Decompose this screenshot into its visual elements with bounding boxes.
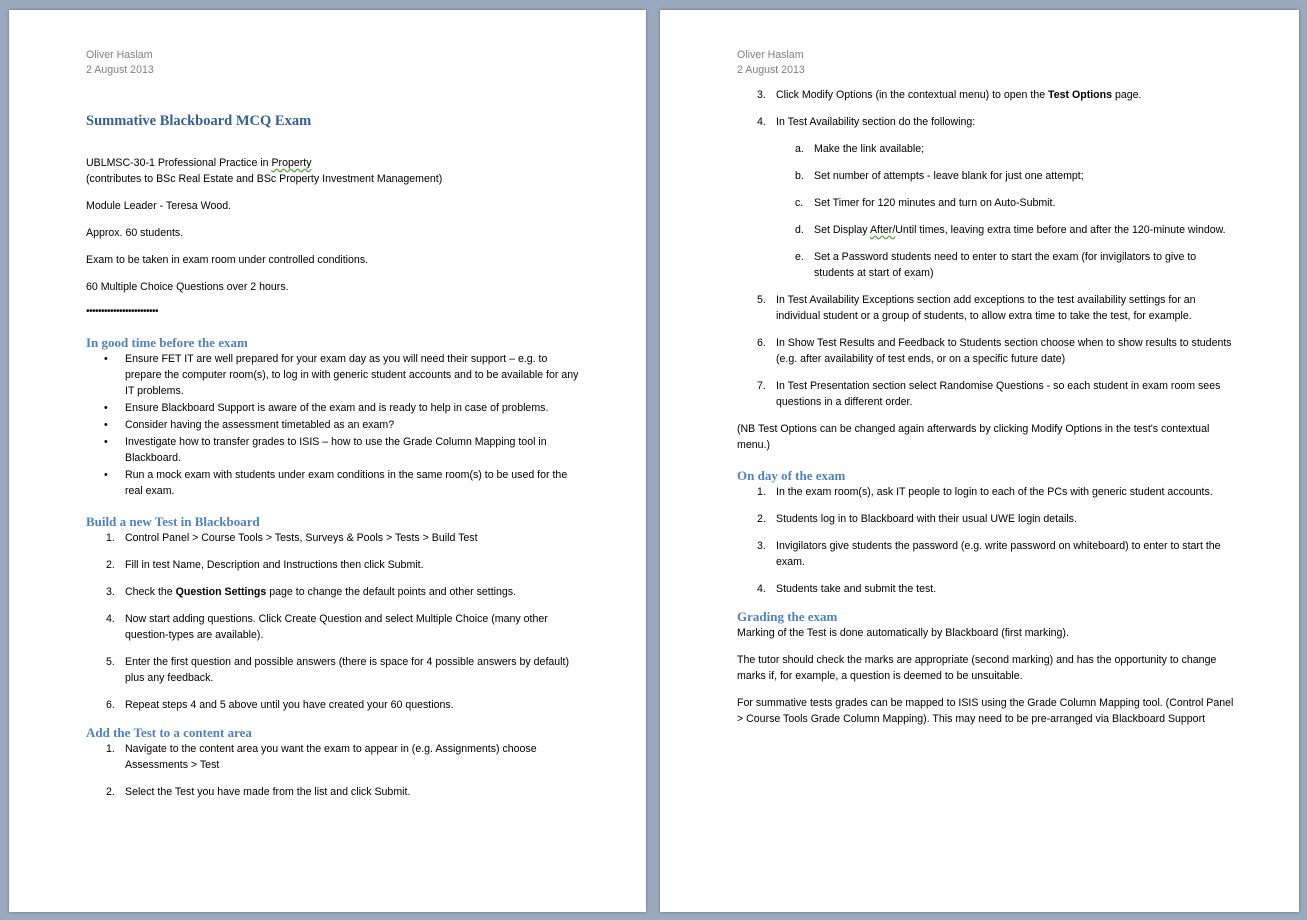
- bullet-icon: •: [104, 353, 108, 365]
- list-item: • Consider having the assessment timetabled as an exam?: [104, 419, 395, 431]
- list-item: a. Make the link available;: [795, 143, 925, 155]
- spellcheck-word: After/: [869, 224, 896, 236]
- exam-conditions: Exam to be taken in exam room under controlled conditions.: [86, 254, 369, 266]
- grading-paragraph: Marking of the Test is done automatically by Blackboard (first marking).: [737, 627, 1069, 639]
- list-item: 1. Control Panel > Course Tools > Tests, Surveys & Pools > Tests > Build Test: [106, 532, 478, 544]
- list-item: 4. Students take and submit the test.: [757, 583, 937, 595]
- list-item: d. Set Display After/Until times, leaving extra time before and after the 120-minute window.: [795, 224, 1226, 236]
- bullet-icon: •: [104, 436, 108, 448]
- list-item: 2. Students log in to Blackboard with their usual UWE login details.: [757, 513, 1077, 525]
- list-item: • Ensure Blackboard Support is aware of the exam and is ready to help in case of problems.: [104, 402, 549, 414]
- grading-paragraph: For summative tests grades can be mapped to ISIS using the Grade Column Mapping tool. (Control Panel > Course Tools Grade Column Mapping). This may need to be pre-arranged via Blackboard Support: [737, 697, 1234, 725]
- list-item: 2. Fill in test Name, Description and Instructions then click Submit.: [106, 559, 424, 571]
- student-count: Approx. 60 students.: [86, 227, 184, 239]
- header-author: Oliver Haslam: [86, 49, 153, 61]
- list-item: • Investigate how to transfer grades to ISIS – how to use the Grade Column Mapping tool in Blackboard.: [104, 436, 547, 464]
- header-author: Oliver Haslam: [737, 49, 804, 61]
- list-item: 3. Check the Question Settings page to change the default points and other settings.: [106, 586, 517, 598]
- list-item: 1. Navigate to the content area you want the exam to appear in (e.g. Assignments) choose Assessments > Test: [106, 743, 537, 771]
- module-paragraph: [86, 155, 586, 187]
- good-time-list: [86, 351, 586, 499]
- grading-paragraph: The tutor should check the marks are appropriate (second marking) and has the opportunity to change marks if, for example, a question is deemed to be unsuitable.: [737, 654, 1217, 682]
- list-item: 2. Select the Test you have made from the list and click Submit.: [106, 786, 411, 798]
- bullet-icon: •: [104, 402, 108, 414]
- document-page-2: [660, 10, 1299, 912]
- module-leader: Module Leader - Teresa Wood.: [86, 200, 232, 212]
- availability-sublist: [776, 141, 1239, 281]
- list-item: • Ensure FET IT are well prepared for your exam day as you will need their support – e.g. to prepare the computer room(s), to log in with generic student accounts and to be available for any IT problems.: [104, 353, 579, 397]
- list-item: e. Set a Password students need to enter to start the exam (for invigilators to give to students at start of exam): [795, 251, 1197, 279]
- spellcheck-word: Property: [271, 157, 312, 169]
- header-date: 2 August 2013: [737, 64, 805, 76]
- list-item: 5. Enter the first question and possible answers (there is space for 4 possible answers by default) plus any feedback.: [106, 656, 569, 684]
- list-item: 4. Now start adding questions. Click Create Question and select Multiple Choice (many other question-types are available).: [106, 613, 548, 641]
- heading-good-time: In good time before the exam: [86, 335, 248, 350]
- add-test-steps: [86, 741, 586, 800]
- list-item: • Run a mock exam with students under exam conditions in the same room(s) to be used for the real exam.: [104, 469, 568, 497]
- intro-block: [86, 155, 586, 320]
- page-header: [737, 48, 1239, 78]
- list-item: 3. Invigilators give students the password (e.g. write password on whiteboard) to enter to start the exam.: [757, 540, 1221, 568]
- exam-day-steps: [737, 484, 1239, 597]
- list-item: 6. Repeat steps 4 and 5 above until you have created your 60 questions.: [106, 699, 454, 711]
- heading-add-test: Add the Test to a content area: [86, 725, 252, 740]
- document-page-1: [9, 10, 646, 912]
- heading-build-test: Build a new Test in Blackboard: [86, 514, 260, 529]
- document-title: Summative Blackboard MCQ Exam: [86, 113, 312, 129]
- heading-exam-day: On day of the exam: [737, 468, 846, 483]
- nb-note: (NB Test Options can be changed again afterwards by clicking Modify Options in the test's contextual menu.): [737, 423, 1210, 451]
- dot-separator: ••••••••••••••••••••••••: [86, 306, 159, 317]
- list-item: 6. In Show Test Results and Feedback to Students section choose when to show results to students (e.g. after availability of test ends, or on a specific future date): [757, 337, 1232, 365]
- list-item: 5. In Test Availability Exceptions section add exceptions to the test availability settings for an individual student or a group of students, to allow extra time to take the test, for example.: [757, 294, 1196, 322]
- list-item: c. Set Timer for 120 minutes and turn on Auto-Submit.: [795, 197, 1056, 209]
- list-item: 1. In the exam room(s), ask IT people to login to each of the PCs with generic student accounts.: [757, 486, 1213, 498]
- list-item: b. Set number of attempts - leave blank for just one attempt;: [795, 170, 1084, 182]
- build-test-steps: [86, 530, 586, 713]
- list-item: 7. In Test Presentation section select Randomise Questions - so each student in exam room sees questions in a different order.: [757, 380, 1221, 408]
- heading-grading: Grading the exam: [737, 609, 838, 624]
- module-code: UBLMSC-30-1 Professional Practice in: [86, 157, 272, 169]
- test-options-steps: [737, 87, 1239, 410]
- header-date: 2 August 2013: [86, 64, 154, 76]
- contributes-text: (contributes to BSc Real Estate and BSc Property Investment Management): [86, 173, 443, 185]
- bullet-icon: •: [104, 469, 108, 481]
- bullet-icon: •: [104, 419, 108, 431]
- list-item: 4. In Test Availability section do the following: a. Make the link available; b. Set number of attempts - leave blank for just one attempt; c. Set Timer for 120 minutes and turn on Auto-Submit. d. Set Display After/Until times, leaving extra time before and after the 120-minute window. e. Set a Password students need to enter to start the exam (for invigilators to give to students at start of exam): [737, 114, 1239, 281]
- page-header: [86, 48, 586, 78]
- list-item: 3. Click Modify Options (in the contextual menu) to open the Test Options page.: [757, 89, 1142, 101]
- question-count: 60 Multiple Choice Questions over 2 hours.: [86, 281, 289, 293]
